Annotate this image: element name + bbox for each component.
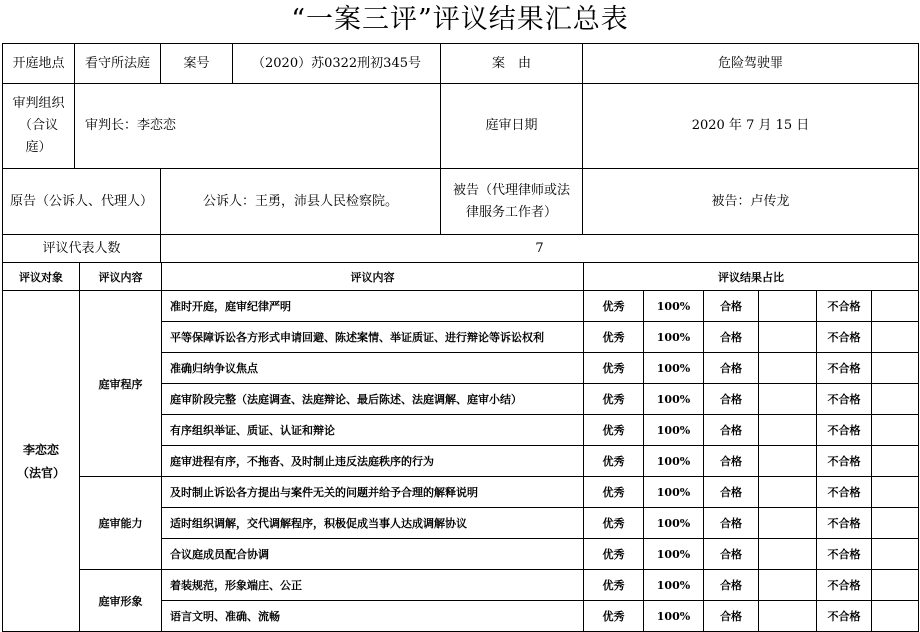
category-cell: 庭审能力 (80, 477, 162, 570)
result-label-cell: 不合格 (817, 601, 872, 632)
result-label-cell: 不合格 (817, 508, 872, 539)
result-percent-cell (872, 384, 919, 415)
case-info-table (2, 43, 919, 263)
result-percent-cell: 100% (644, 508, 704, 539)
result-percent-cell (759, 446, 817, 477)
result-percent-cell (759, 477, 817, 508)
venue-value: 看守所法庭 (75, 44, 161, 84)
result-percent-cell (872, 322, 919, 353)
result-percent-cell (759, 508, 817, 539)
panel-label-line-1: 审判组织 (12, 96, 65, 111)
result-label-cell: 优秀 (584, 353, 644, 384)
content-cell: 语言文明、准确、流畅 (162, 601, 584, 632)
result-label-cell: 合格 (704, 291, 759, 322)
result-percent-cell (759, 353, 817, 384)
result-label-cell: 合格 (704, 322, 759, 353)
result-percent-cell (759, 322, 817, 353)
result-percent-cell (759, 539, 817, 570)
trial-date-value: 2020 年 7 月 15 日 (583, 84, 919, 169)
panel-label (3, 84, 75, 169)
result-percent-cell: 100% (644, 539, 704, 570)
reps-label: 评议代表人数 (3, 235, 161, 263)
category-cell: 庭审程序 (80, 291, 162, 477)
result-label-cell: 合格 (704, 384, 759, 415)
result-percent-cell (759, 291, 817, 322)
plaintiff-value: 公诉人：王勇，沛县人民检察院。 (161, 169, 441, 235)
result-percent-cell (759, 384, 817, 415)
content-cell: 着装规范，形象端庄、公正 (162, 570, 584, 601)
plaintiff-label: 原告（公诉人、代理人） (3, 169, 161, 235)
table-row (3, 291, 919, 322)
evaluation-table (2, 262, 919, 632)
result-label-cell: 优秀 (584, 477, 644, 508)
object-name: 李恋恋 (22, 443, 59, 457)
panel-label-line-3: 庭） (25, 140, 52, 155)
panel-label-line-2: （合议 (18, 118, 58, 133)
result-percent-cell (872, 291, 919, 322)
content-cell: 准确归纳争议焦点 (162, 353, 584, 384)
col-header-category: 评议内容 (80, 263, 162, 291)
defendant-label-line-2: 律服务工作者） (465, 204, 557, 220)
col-header-object: 评议对象 (3, 263, 80, 291)
result-label-cell: 合格 (704, 570, 759, 601)
content-cell: 平等保障诉讼各方形式申请回避、陈述案情、举证质证、进行辩论等诉讼权利 (162, 322, 584, 353)
reps-value: 7 (161, 235, 919, 263)
result-percent-cell (872, 570, 919, 601)
result-label-cell: 不合格 (817, 539, 872, 570)
result-percent-cell: 100% (644, 322, 704, 353)
cause-label: 案 由 (441, 44, 583, 84)
result-label-cell: 优秀 (584, 508, 644, 539)
col-header-result: 评议结果占比 (584, 263, 919, 291)
result-label-cell: 优秀 (584, 291, 644, 322)
result-label-cell: 不合格 (817, 291, 872, 322)
result-percent-cell: 100% (644, 570, 704, 601)
content-cell: 合议庭成员配合协调 (162, 539, 584, 570)
result-label-cell: 合格 (704, 539, 759, 570)
result-label-cell: 优秀 (584, 322, 644, 353)
result-percent-cell: 100% (644, 384, 704, 415)
result-label-cell: 优秀 (584, 384, 644, 415)
result-percent-cell: 100% (644, 291, 704, 322)
result-label-cell: 优秀 (584, 415, 644, 446)
object-role: （法官） (16, 466, 65, 480)
result-label-cell: 优秀 (584, 539, 644, 570)
result-label-cell: 合格 (704, 353, 759, 384)
defendant-label (441, 169, 583, 235)
result-label-cell: 不合格 (817, 353, 872, 384)
result-label-cell: 不合格 (817, 477, 872, 508)
result-percent-cell: 100% (644, 477, 704, 508)
case-no-value: （2020）苏0322刑初345号 (233, 44, 441, 84)
content-cell: 及时制止诉讼各方提出与案件无关的问题并给予合理的解释说明 (162, 477, 584, 508)
result-label-cell: 不合格 (817, 415, 872, 446)
venue-label: 开庭地点 (3, 44, 75, 84)
result-label-cell: 优秀 (584, 570, 644, 601)
result-percent-cell: 100% (644, 353, 704, 384)
result-label-cell: 合格 (704, 415, 759, 446)
result-label-cell: 不合格 (817, 570, 872, 601)
result-label-cell: 优秀 (584, 446, 644, 477)
result-percent-cell: 100% (644, 446, 704, 477)
result-percent-cell (872, 601, 919, 632)
content-cell: 准时开庭，庭审纪律严明 (162, 291, 584, 322)
page-title: “一案三评”评议结果汇总表 (291, 4, 629, 35)
result-label-cell: 合格 (704, 446, 759, 477)
result-label-cell: 合格 (704, 601, 759, 632)
table-row (3, 570, 919, 601)
result-label-cell: 不合格 (817, 446, 872, 477)
result-label-cell: 不合格 (817, 322, 872, 353)
result-percent-cell (759, 570, 817, 601)
result-percent-cell (759, 415, 817, 446)
defendant-label-line-1: 被告（代理律师或法 (452, 182, 570, 198)
result-percent-cell (872, 353, 919, 384)
result-label-cell: 不合格 (817, 384, 872, 415)
result-percent-cell (872, 539, 919, 570)
defendant-value: 被告：卢传龙 (583, 169, 919, 235)
result-label-cell: 优秀 (584, 601, 644, 632)
content-cell: 庭审进程有序，不拖沓、及时制止违反法庭秩序的行为 (162, 446, 584, 477)
result-percent-cell (872, 446, 919, 477)
content-cell: 有序组织举证、质证、认证和辩论 (162, 415, 584, 446)
result-percent-cell (872, 477, 919, 508)
content-cell: 庭审阶段完整（法庭调查、法庭辩论、最后陈述、法庭调解、庭审小结） (162, 384, 584, 415)
trial-date-label: 庭审日期 (441, 84, 583, 169)
category-cell: 庭审形象 (80, 570, 162, 632)
result-percent-cell (759, 601, 817, 632)
col-header-content: 评议内容 (162, 263, 584, 291)
content-cell: 适时组织调解，交代调解程序，积极促成当事人达成调解协议 (162, 508, 584, 539)
evaluation-object (3, 291, 80, 632)
result-label-cell: 合格 (704, 477, 759, 508)
result-percent-cell: 100% (644, 601, 704, 632)
result-label-cell: 合格 (704, 508, 759, 539)
cause-value: 危险驾驶罪 (583, 44, 919, 84)
result-percent-cell: 100% (644, 415, 704, 446)
table-row (3, 477, 919, 508)
result-percent-cell (872, 415, 919, 446)
panel-value: 审判长：李恋恋 (75, 84, 441, 169)
result-percent-cell (872, 508, 919, 539)
case-no-label: 案号 (161, 44, 233, 84)
evaluation-rows (3, 291, 919, 632)
